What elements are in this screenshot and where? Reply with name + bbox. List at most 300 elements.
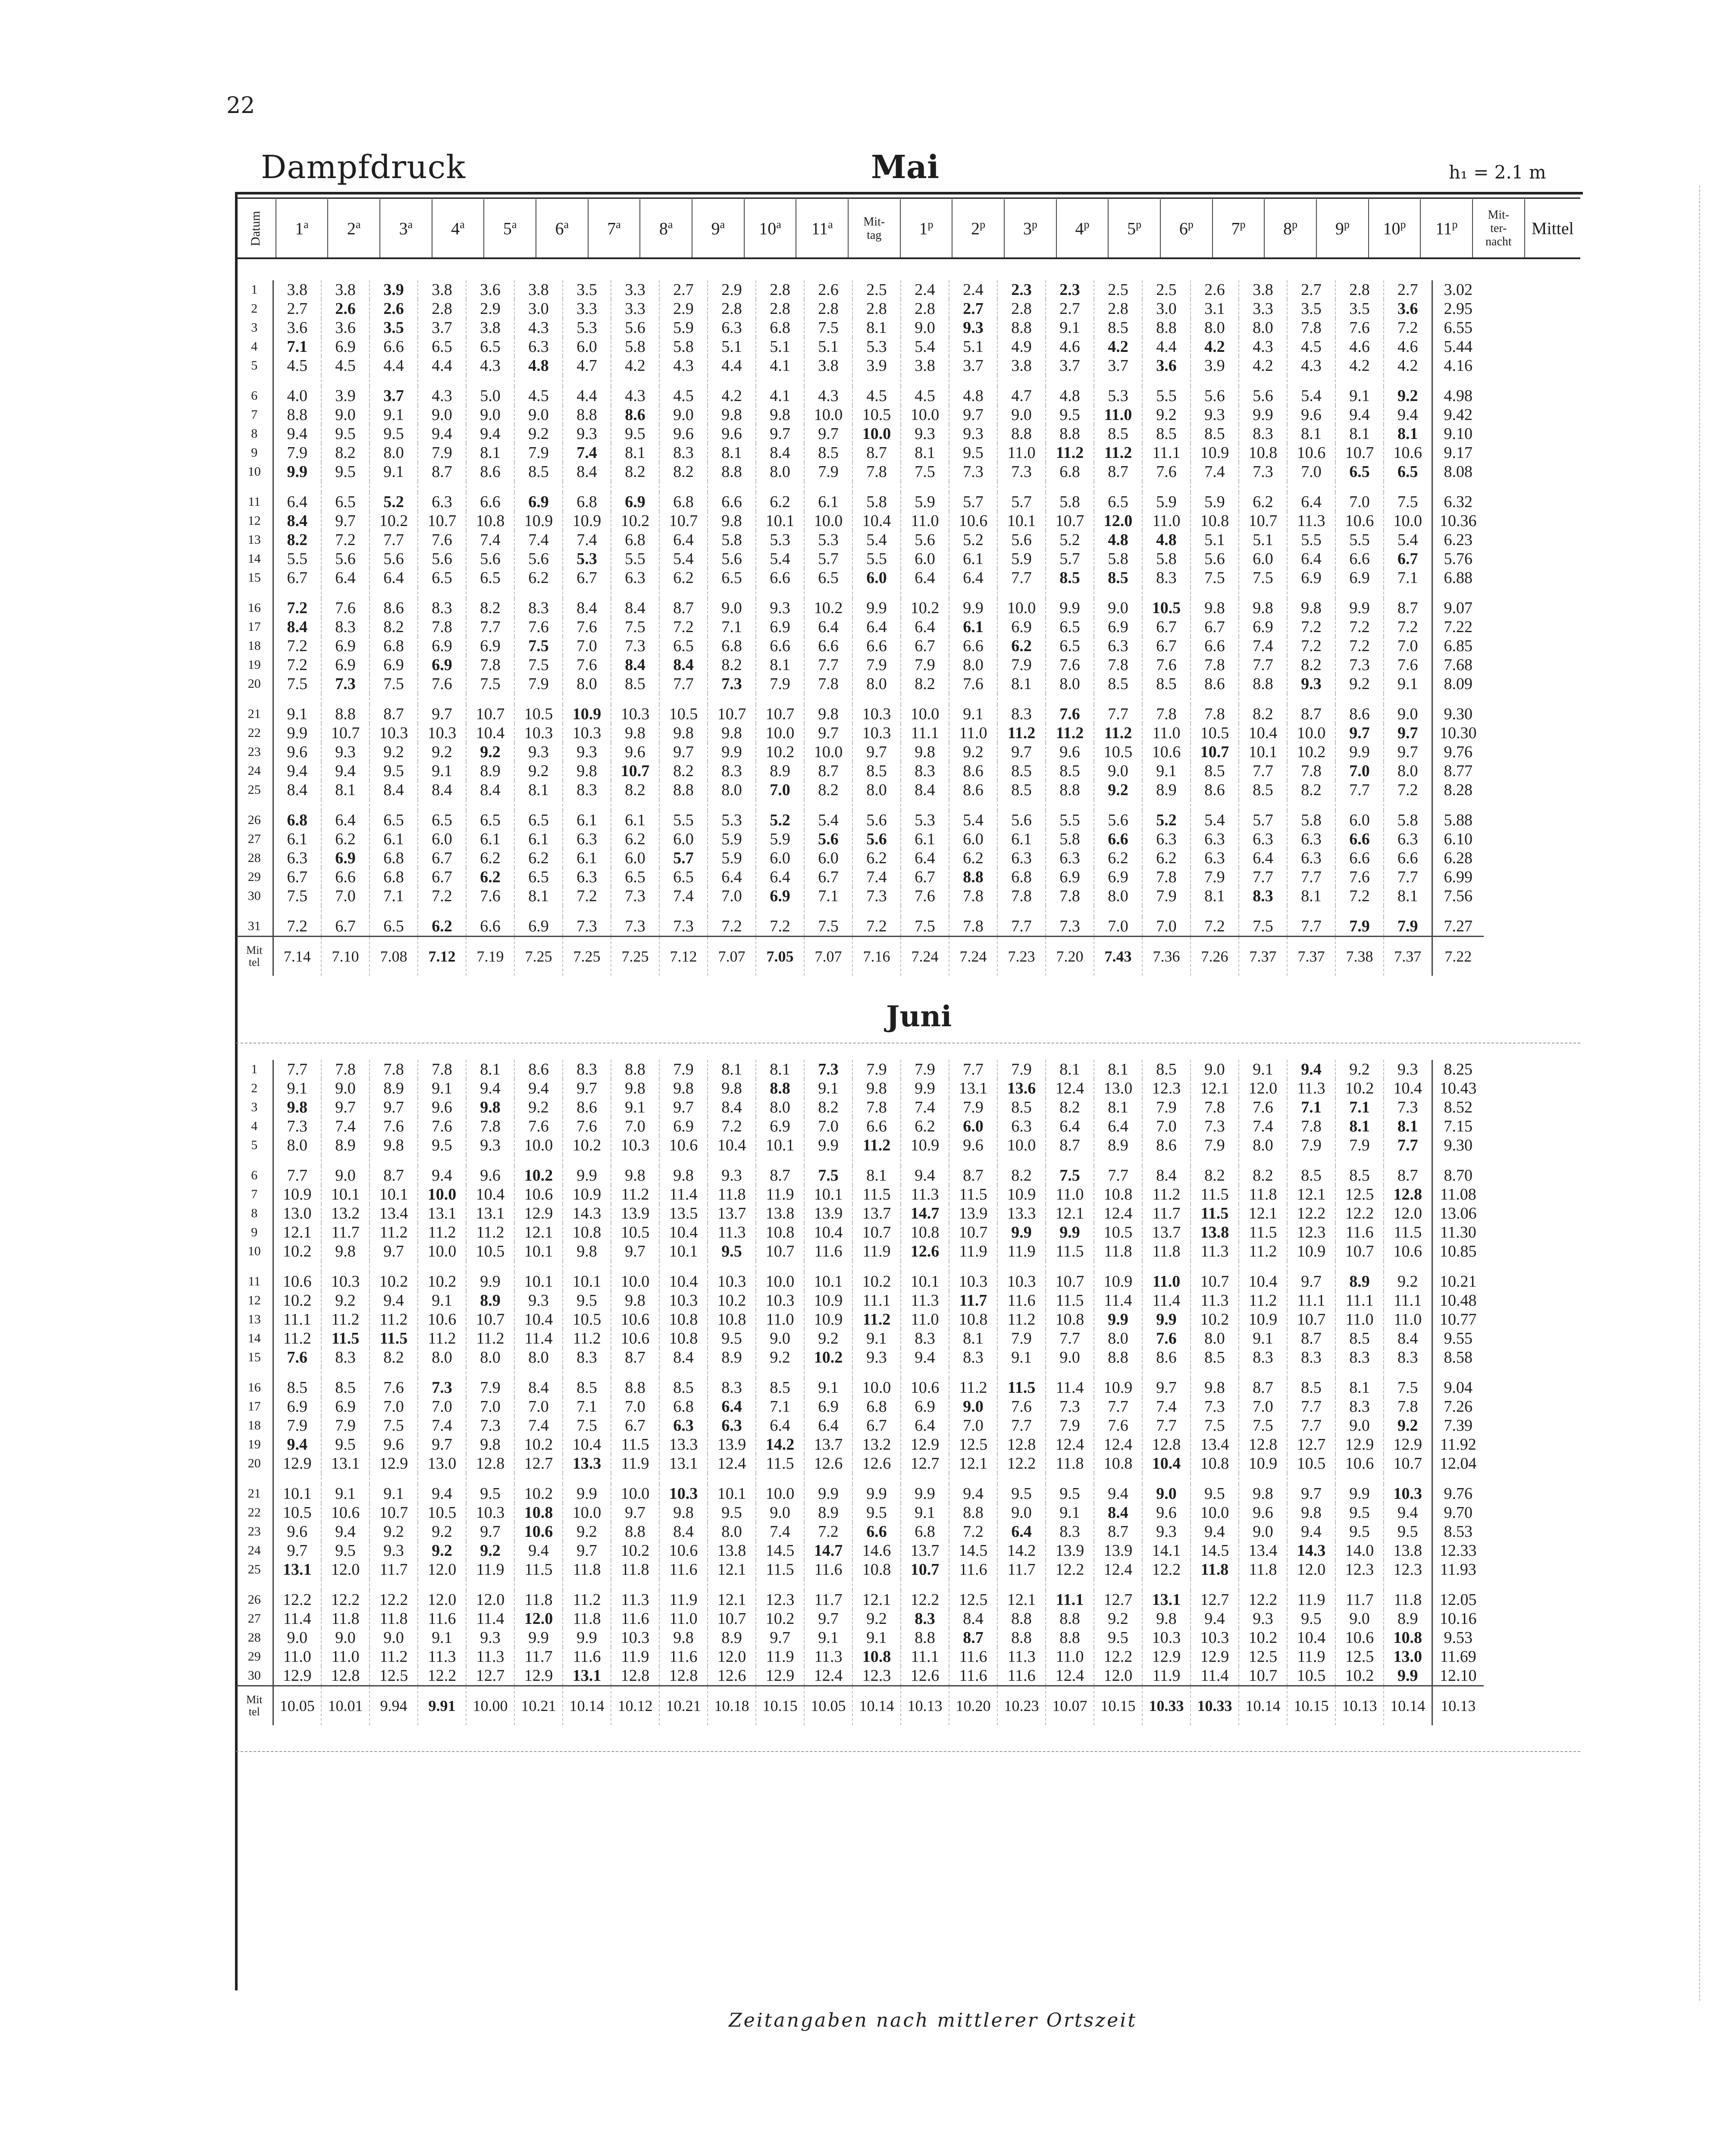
spacer-cell [611,693,659,705]
value-cell: 10.3 [514,724,563,743]
date-cell: 8 [236,1204,273,1223]
value-cell: 5.1 [1239,530,1287,549]
daily-mean-cell: 8.25 [1432,1060,1484,1079]
date-cell: 9 [236,443,273,462]
spacer-cell [273,799,321,811]
value-cell: 9.7 [1287,1272,1335,1291]
value-cell: 9.0 [997,405,1046,424]
value-cell: 8.7 [370,705,418,724]
value-cell: 9.3 [901,424,949,443]
value-cell: 7.1 [756,1397,804,1416]
value-cell: 9.6 [370,1435,418,1454]
overall-mean-cell: 10.13 [1432,1686,1484,1726]
value-cell: 11.8 [1046,1454,1094,1473]
value-cell: 12.0 [1287,1560,1335,1579]
value-cell: 11.0 [949,724,997,743]
spacer-cell [1191,906,1239,917]
value-cell: 9.5 [1384,1522,1432,1541]
value-cell: 3.6 [1142,356,1191,375]
spacer-cell [1287,1261,1335,1272]
spacer-cell [321,1261,370,1272]
value-cell: 9.5 [708,1503,756,1522]
value-cell: 7.08 [370,937,418,976]
date-cell: 25 [236,1560,273,1579]
value-cell: 13.8 [756,1204,804,1223]
value-cell: 13.8 [708,1541,756,1560]
value-cell: 7.0 [466,1397,514,1416]
value-cell: 8.9 [1384,1609,1432,1628]
value-cell: 10.4 [1239,724,1287,743]
value-cell: 2.8 [852,299,901,318]
value-cell: 9.7 [804,724,852,743]
date-cell: 23 [236,743,273,761]
value-cell: 6.1 [370,830,418,849]
value-cell: 10.4 [659,1272,708,1291]
value-cell: 7.4 [659,887,708,906]
value-cell: 2.9 [466,299,514,318]
value-cell: 11.6 [659,1647,708,1666]
value-cell: 7.6 [418,530,466,549]
value-cell: 11.2 [949,1378,997,1397]
table-row [236,655,1484,674]
value-cell: 8.0 [756,1098,804,1117]
value-cell: 8.0 [514,1348,563,1367]
value-cell: 2.6 [1191,280,1239,299]
hour-header [796,199,848,258]
value-cell: 6.9 [321,655,370,674]
spacer-cell [1239,1367,1287,1378]
hour-number: 4 [1075,219,1084,238]
spacer-cell [370,906,418,917]
value-cell: 7.2 [1335,617,1384,636]
value-cell: 7.7 [1239,761,1287,780]
value-cell: 9.7 [1384,724,1432,743]
value-cell: 8.0 [1191,1329,1239,1348]
hour-header [1160,199,1212,258]
value-cell: 5.8 [659,337,708,356]
value-cell: 8.6 [1335,705,1384,724]
value-cell: 6.5 [708,568,756,587]
spacer-cell [949,1261,997,1272]
value-cell: 9.2 [514,424,563,443]
value-cell: 8.4 [949,1609,997,1628]
value-cell: 8.3 [1239,1348,1287,1367]
spacer-cell [321,1155,370,1166]
spacer-cell [466,906,514,917]
spacer-cell [852,693,901,705]
value-cell: 10.0 [804,405,852,424]
value-cell: 8.5 [1142,424,1191,443]
date-cell: 16 [236,599,273,617]
value-cell: 11.9 [466,1560,514,1579]
value-cell: 9.2 [1094,1609,1142,1628]
spacer-cell [997,1261,1046,1272]
value-cell: 8.3 [1239,887,1287,906]
value-cell: 9.3 [514,1291,563,1310]
value-cell: 8.2 [1287,780,1335,799]
value-cell: 6.6 [949,636,997,655]
value-cell: 6.6 [370,337,418,356]
value-cell: 8.5 [1142,1060,1191,1079]
value-cell: 8.0 [1239,318,1287,337]
value-cell: 7.07 [708,937,756,976]
value-cell: 7.0 [1142,917,1191,937]
value-cell: 11.3 [466,1647,514,1666]
value-cell: 10.4 [466,724,514,743]
value-cell: 10.9 [1191,443,1239,462]
value-cell: 12.9 [514,1666,563,1686]
value-cell: 13.4 [370,1204,418,1223]
value-cell: 5.1 [756,337,804,356]
value-cell: 13.7 [852,1204,901,1223]
value-cell: 4.5 [321,356,370,375]
value-cell: 2.7 [659,280,708,299]
table-row [236,386,1484,405]
value-cell: 11.8 [708,1185,756,1204]
spacer-cell [1094,1579,1142,1590]
value-cell: 8.0 [1191,318,1239,337]
value-cell: 2.8 [418,299,466,318]
hour-header [1472,199,1525,258]
value-cell: 11.5 [1384,1223,1432,1242]
value-cell: 10.4 [466,1185,514,1204]
value-cell: 9.7 [756,1628,804,1647]
spacer-cell [804,906,852,917]
value-cell: 8.3 [321,617,370,636]
value-cell: 6.2 [1239,492,1287,511]
value-cell: 8.8 [997,318,1046,337]
value-cell: 10.7 [1046,1272,1094,1291]
spacer-cell [756,1579,804,1590]
value-cell: 9.7 [1287,1484,1335,1503]
date-cell: 2 [236,299,273,318]
value-cell: 13.0 [273,1204,321,1223]
value-cell: 6.9 [321,1397,370,1416]
spacer-cell [563,587,611,599]
value-cell: 9.7 [804,424,852,443]
daily-mean-cell: 3.02 [1432,280,1484,299]
value-cell: 12.8 [611,1666,659,1686]
value-cell: 14.3 [1287,1541,1335,1560]
value-cell: 9.2 [949,743,997,761]
value-cell: 11.6 [1335,1223,1384,1242]
value-cell: 10.9 [563,1185,611,1204]
daily-mean-cell: 10.30 [1432,724,1484,743]
value-cell: 7.5 [1384,492,1432,511]
value-cell: 7.9 [1335,917,1384,937]
value-cell: 10.3 [997,1272,1046,1291]
value-cell: 9.9 [563,1166,611,1185]
value-cell: 13.0 [418,1454,466,1473]
value-cell: 9.4 [901,1166,949,1185]
spacer-cell [949,1579,997,1590]
spacer-cell [1335,1473,1384,1484]
value-cell: 6.0 [804,849,852,868]
spacer-cell [1046,1155,1094,1166]
value-cell: 7.5 [1384,1378,1432,1397]
value-cell: 6.1 [563,811,611,830]
spacer-cell [659,693,708,705]
value-cell: 9.5 [1046,405,1094,424]
value-cell: 7.4 [514,1416,563,1435]
hour-number: 9 [1335,219,1344,238]
value-cell: 12.5 [370,1666,418,1686]
value-cell: 8.4 [756,443,804,462]
value-cell: 2.8 [1094,299,1142,318]
value-cell: 9.0 [1239,1522,1287,1541]
value-cell: 2.5 [852,280,901,299]
value-cell: 9.3 [563,743,611,761]
value-cell: 10.7 [1287,1310,1335,1329]
value-cell: 6.7 [273,868,321,887]
value-cell: 6.3 [1094,636,1142,655]
value-cell: 10.4 [1384,1079,1432,1098]
hour-header-part: nacht [1485,235,1512,248]
value-cell: 10.5 [418,1503,466,1522]
value-cell: 9.2 [466,1541,514,1560]
value-cell: 7.8 [949,917,997,937]
value-cell: 10.2 [1287,743,1335,761]
value-cell: 6.3 [1142,830,1191,849]
value-cell: 11.8 [321,1609,370,1628]
value-cell: 11.0 [1046,1185,1094,1204]
value-cell: 10.7 [370,1503,418,1522]
value-cell: 9.4 [514,1541,563,1560]
spacer-cell [1142,375,1191,386]
date-cell: 11 [236,1272,273,1291]
spacer-cell [659,906,708,917]
value-cell: 8.5 [756,1378,804,1397]
value-cell: 7.0 [756,780,804,799]
value-cell: 9.8 [611,1166,659,1185]
value-cell: 7.9 [321,1416,370,1435]
value-cell: 7.3 [418,1378,466,1397]
value-cell: 12.4 [1094,1435,1142,1454]
value-cell: 6.2 [997,636,1046,655]
daily-mean-cell: 11.92 [1432,1435,1484,1454]
juni-table [236,1060,1484,1725]
value-cell: 10.1 [563,1272,611,1291]
value-cell: 10.2 [273,1291,321,1310]
value-cell: 7.4 [563,530,611,549]
footer-note: Zeitangaben nach mittlerer Ortszeit [729,2009,1137,2031]
month-title-mai: Mai [871,149,939,186]
value-cell: 11.2 [1046,443,1094,462]
value-cell: 12.1 [852,1590,901,1609]
value-cell: 11.6 [418,1609,466,1628]
value-cell: 8.9 [708,1348,756,1367]
table-row [236,280,1484,299]
value-cell: 12.4 [1046,1079,1094,1098]
value-cell: 4.8 [1142,530,1191,549]
spacer-cell [1046,693,1094,705]
value-cell: 9.5 [563,1291,611,1310]
value-cell: 5.5 [659,811,708,830]
spacer-cell [563,906,611,917]
value-cell: 7.0 [1335,761,1384,780]
value-cell: 8.0 [1094,887,1142,906]
value-cell: 8.5 [1046,568,1094,587]
date-cell: 25 [236,780,273,799]
value-cell: 7.0 [611,1397,659,1416]
value-cell: 9.3 [1239,1609,1287,1628]
value-cell: 9.0 [1384,705,1432,724]
value-cell: 5.2 [1142,811,1191,830]
value-cell: 7.23 [997,937,1046,976]
value-cell: 10.6 [1384,1242,1432,1261]
value-cell: 6.4 [708,1397,756,1416]
value-cell: 5.6 [997,530,1046,549]
spacer-cell [1287,906,1335,917]
value-cell: 6.7 [273,568,321,587]
value-cell: 6.5 [466,568,514,587]
value-cell: 11.6 [804,1560,852,1579]
value-cell: 5.5 [1287,530,1335,549]
value-cell: 12.0 [1239,1079,1287,1098]
value-cell: 7.1 [1384,568,1432,587]
value-cell: 10.9 [1287,1242,1335,1261]
value-cell: 8.2 [804,780,852,799]
value-cell: 10.15 [1287,1686,1335,1726]
value-cell: 13.6 [997,1079,1046,1098]
value-cell: 9.7 [466,1522,514,1541]
spacer-cell [997,1473,1046,1484]
daily-mean-cell: 9.04 [1432,1378,1484,1397]
value-cell: 5.3 [852,337,901,356]
value-cell: 8.0 [1094,1329,1142,1348]
spacer-cell [1384,587,1432,599]
value-cell: 8.4 [273,780,321,799]
value-cell: 11.8 [1094,1242,1142,1261]
spacer-cell [1046,906,1094,917]
value-cell: 10.1 [1239,743,1287,761]
value-cell: 8.0 [418,1348,466,1367]
value-cell: 10.9 [514,511,563,530]
value-cell: 3.3 [611,280,659,299]
value-cell: 11.8 [1191,1560,1239,1579]
value-cell: 7.4 [852,868,901,887]
value-cell: 5.7 [659,849,708,868]
spacer-cell [997,1367,1046,1378]
value-cell: 9.0 [949,1397,997,1416]
value-cell: 5.4 [1191,811,1239,830]
value-cell: 10.5 [563,1310,611,1329]
value-cell: 8.1 [1046,1060,1094,1079]
spacer-cell [852,1367,901,1378]
value-cell: 11.8 [563,1560,611,1579]
daily-mean-cell: 6.10 [1432,830,1484,849]
value-cell: 10.2 [418,1272,466,1291]
value-cell: 10.2 [756,1609,804,1628]
value-cell: 7.6 [563,617,611,636]
daily-mean-cell: 10.43 [1432,1079,1484,1098]
value-cell: 9.3 [466,1136,514,1155]
spacer-cell [852,906,901,917]
value-cell: 8.7 [418,462,466,481]
value-cell: 9.3 [563,424,611,443]
value-cell: 11.8 [1239,1560,1287,1579]
spacer-cell [1094,481,1142,492]
value-cell: 11.1 [1287,1291,1335,1310]
value-cell: 13.1 [418,1204,466,1223]
value-cell: 8.2 [1046,1098,1094,1117]
value-cell: 7.7 [1046,1329,1094,1348]
value-cell: 5.8 [1142,549,1191,568]
value-cell: 9.5 [949,443,997,462]
value-cell: 8.2 [901,674,949,693]
value-cell: 7.9 [514,674,563,693]
value-cell: 8.8 [273,405,321,424]
spacer-cell [1239,693,1287,705]
value-cell: 12.2 [1046,1560,1094,1579]
value-cell: 4.4 [708,356,756,375]
value-cell: 9.6 [466,1166,514,1185]
value-cell: 11.4 [1142,1291,1191,1310]
value-cell: 7.5 [563,1416,611,1435]
value-cell: 12.4 [1094,1204,1142,1223]
value-cell: 8.0 [370,443,418,462]
table-row [236,530,1484,549]
value-cell: 8.7 [804,761,852,780]
value-cell: 6.8 [370,849,418,868]
spacer-cell [949,906,997,917]
value-cell: 12.2 [1142,1560,1191,1579]
value-cell: 6.4 [1046,1117,1094,1136]
value-cell: 6.8 [901,1522,949,1541]
value-cell: 7.20 [1046,937,1094,976]
hour-header-part: Mit- [863,215,885,229]
value-cell: 7.7 [466,617,514,636]
value-cell: 7.3 [563,917,611,937]
value-cell: 7.4 [1239,1117,1287,1136]
value-cell: 12.4 [804,1666,852,1686]
value-cell: 10.2 [370,1272,418,1291]
value-cell: 12.3 [756,1590,804,1609]
value-cell: 10.7 [418,511,466,530]
value-cell: 8.1 [611,443,659,462]
value-cell: 9.4 [418,1166,466,1185]
value-cell: 6.0 [949,830,997,849]
value-cell: 5.4 [659,549,708,568]
value-cell: 12.8 [997,1435,1046,1454]
value-cell: 7.7 [1094,1397,1142,1416]
value-cell: 7.5 [514,636,563,655]
value-cell: 7.5 [514,655,563,674]
spacer-cell [236,906,273,917]
value-cell: 9.2 [1335,674,1384,693]
value-cell: 7.4 [1239,636,1287,655]
date-cell: 29 [236,868,273,887]
value-cell: 9.3 [321,743,370,761]
value-cell: 11.3 [418,1647,466,1666]
value-cell: 12.1 [1191,1079,1239,1098]
value-cell: 10.6 [1335,1628,1384,1647]
value-cell: 12.1 [997,1590,1046,1609]
value-cell: 8.2 [273,530,321,549]
hour-header [1056,199,1109,258]
value-cell: 9.5 [708,1242,756,1261]
table-row [236,568,1484,587]
value-cell: 10.8 [1191,1454,1239,1473]
value-cell: 11.2 [466,1223,514,1242]
value-cell: 7.0 [708,887,756,906]
value-cell: 9.9 [852,599,901,617]
value-cell: 10.9 [273,1185,321,1204]
value-cell: 8.0 [1046,674,1094,693]
value-cell: 11.2 [1046,724,1094,743]
value-cell: 7.0 [370,1397,418,1416]
value-cell: 8.1 [1094,1098,1142,1117]
